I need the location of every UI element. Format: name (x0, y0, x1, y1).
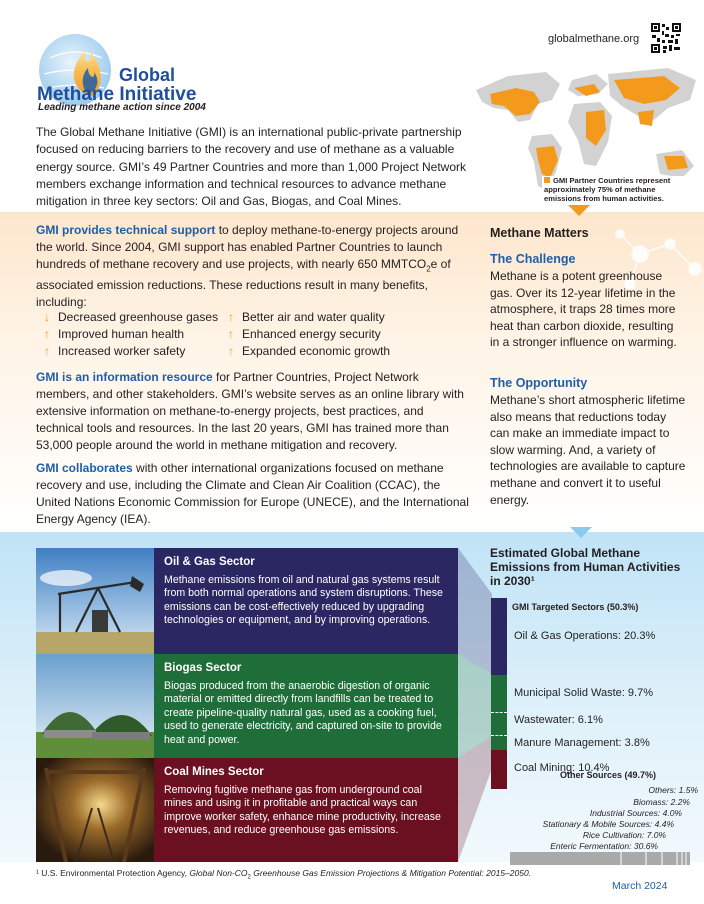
other-label-stationary-mobile: Stationary & Mobile Sources: 4.4% (542, 819, 674, 829)
label-manure-management: Manure Management: 3.8% (514, 737, 650, 750)
bar-segment-coal-mining (491, 750, 507, 790)
other-label-enteric: Enteric Fermentation: 30.6% (550, 841, 658, 851)
other-label-industrial: Industrial Sources: 4.0% (589, 808, 682, 818)
label-coal-mining: Coal Mining: 10.4% (514, 762, 610, 775)
chart-title: Estimated Global Methane Emissions from Human Activities in 2030¹ (490, 546, 681, 588)
brand-line-1: Global (119, 65, 176, 85)
footnote-title-b: Greenhouse Gas Emission Projections & Mitigation Potential: 2015–2050. (250, 868, 532, 878)
technical-support-lead: GMI provides technical support (36, 223, 216, 237)
information-resource-paragraph (36, 369, 472, 454)
map-caption-text: GMI Partner Countries represent approximately 75% of methane emissions from human activities. (544, 176, 671, 203)
oil-gas-sector-panel (154, 548, 458, 654)
benefit-text: Better air and water quality (242, 310, 385, 324)
label-municipal-solid-waste: Municipal Solid Waste: 9.7% (514, 686, 653, 699)
oil-gas-sector-body: Methane emissions from oil and natural gas systems result from both normal operations and system disruptions. These emissions can be cost-effectively reduced by upgrading technologies or equipment, and by improving operations. (164, 574, 443, 627)
arrow-up-icon: ↑ (228, 327, 234, 341)
information-resource-lead: GMI is an information resource (36, 370, 213, 384)
benefit-item (44, 344, 228, 359)
biogas-digester-photo (36, 654, 154, 758)
opportunity-text: Methane’s short atmospheric lifetime also means that reductions today can make an immediate impact to slow warming. And, a variety of technologies are available to capture methane and convert it to useful energy. (490, 393, 686, 507)
map-caption (542, 176, 694, 203)
biogas-sector-body: Biogas produced from the anaerobic digestion of organic material or emitted directly from landfills can be treated to create pipeline-quality natural gas, used as a cooking fuel, used to generate electricity, and captured on-site to provide heat and power. (164, 680, 442, 746)
coal-mines-sector-body: Removing fugitive methane gas from underground coal mines and using it in profitable and practical ways can improve worker safety, enhance mine productivity, increase revenues, and reduce greenhouse gas emissions. (164, 784, 441, 837)
technical-support-sub: 2 (426, 264, 431, 274)
other-label-biomass: Biomass: 2.2% (633, 797, 690, 807)
footnote-title-a: Global Non-CO (189, 868, 248, 878)
bar-segment-oil-gas (491, 598, 507, 675)
label-oil-gas: Oil & Gas Operations: 20.3% (514, 629, 656, 642)
benefit-text: Expanded economic growth (242, 344, 391, 358)
benefit-item (228, 327, 412, 342)
technical-support-body-a: to deploy methane-to-energy projects around the world. Since 2004, GMI support has enabled Partner Countries to launch hundreds of methane recovery and use projects, with nearly 650 MMTCO (36, 223, 459, 271)
brand-line-2: Methane Initiative (37, 84, 197, 105)
benefit-item (44, 310, 228, 325)
coal-mine-tunnel-photo (36, 758, 154, 862)
label-wastewater: Wastewater: 6.1% (514, 714, 603, 726)
opportunity-heading: The Opportunity (490, 376, 588, 390)
arrow-up-icon: ↑ (228, 344, 234, 358)
oil-gas-sector-title: Oil & Gas Sector (164, 556, 255, 568)
brand-wordmark (37, 65, 217, 105)
biogas-sector-panel (154, 654, 458, 758)
benefit-text: Improved human health (58, 327, 185, 341)
arrow-up-icon: ↑ (44, 344, 50, 358)
other-sources-divider-lines (510, 852, 690, 865)
collaborates-lead: GMI collaborates (36, 461, 133, 475)
blue-pointer-icon (570, 527, 592, 538)
tagline: Leading methane action since 2004 (38, 102, 206, 113)
technical-support-body-b: e of associated emission reductions. These reductions result in many benefits, including: (36, 257, 451, 310)
methane-matters-title: Methane Matters (490, 226, 589, 240)
arrow-down-icon: ↓ (44, 310, 50, 324)
bar-segment-municipal-solid-waste (491, 675, 507, 712)
benefit-text: Enhanced energy security (242, 327, 381, 341)
technical-support-paragraph (36, 222, 472, 311)
arrow-up-icon: ↑ (44, 327, 50, 341)
benefit-text: Increased worker safety (58, 344, 186, 358)
bar-segment-wastewater (491, 712, 507, 735)
benefit-item (44, 327, 228, 342)
website-link[interactable]: globalmethane.org (548, 33, 640, 45)
other-sources-label: Other Sources (49.7%) (560, 770, 657, 780)
other-label-others: Others: 1.5% (648, 785, 698, 795)
challenge-heading: The Challenge (490, 252, 576, 266)
oil-pump-photo (36, 548, 154, 654)
partner-color-swatch (544, 177, 550, 183)
targeted-sectors-label: GMI Targeted Sectors (50.3%) (512, 602, 639, 612)
intro-paragraph: The Global Methane Initiative (GMI) is an international public-private partnership focused on reducing barriers to the recovery and use of methane as a valuable energy source. GMI’s 49 Partner Countries and more than 1,000 Project Network members exchange information and technical resources to advance methane mitigation in three key sectors: Oil and Gas, Biogas, and Coal Mines. (36, 125, 466, 209)
challenge-text: Methane is a potent greenhouse gas. Over its 12-year lifetime in the atmosphere, it traps 28 times more heat than carbon dioxide, resulting in a stronger influence on warming. (490, 269, 677, 350)
biogas-sector-title: Biogas Sector (164, 662, 242, 674)
collaborates-body: with other international organizations focused on methane recovery and use, including the Climate and Clean Air Coalition (CCAC), the United Nations Economic Commission for Europe (UNECE), and the International Energy Agency (IEA). (36, 461, 469, 526)
benefits-list (44, 310, 424, 359)
coal-mines-sector-title: Coal Mines Sector (164, 766, 264, 778)
publication-date: March 2024 (612, 880, 668, 892)
footnote-source: ¹ U.S. Environmental Protection Agency, (36, 868, 190, 878)
benefit-text: Decreased greenhouse gases (58, 310, 219, 324)
benefit-item (228, 344, 412, 359)
footnote (36, 868, 531, 881)
information-resource-body: for Partner Countries, Project Network members, and other stakeholders. GMI’s website serves as an online library with extensive information on methane-to-energy projects, best practices, and technical tools and resources. In the last 20 years, GMI has trained more than 53,000 people around the world in methane mitigation and recovery. (36, 370, 464, 452)
collaborates-paragraph (36, 460, 472, 528)
bar-segment-manure-management (491, 735, 507, 749)
footnote-sub: 2 (247, 874, 251, 881)
arrow-up-icon: ↑ (228, 310, 234, 324)
other-label-rice: Rice Cultivation: 7.0% (582, 830, 666, 840)
benefit-item (228, 310, 412, 325)
orange-pointer-icon (568, 205, 590, 216)
coal-mines-sector-panel (154, 758, 458, 862)
